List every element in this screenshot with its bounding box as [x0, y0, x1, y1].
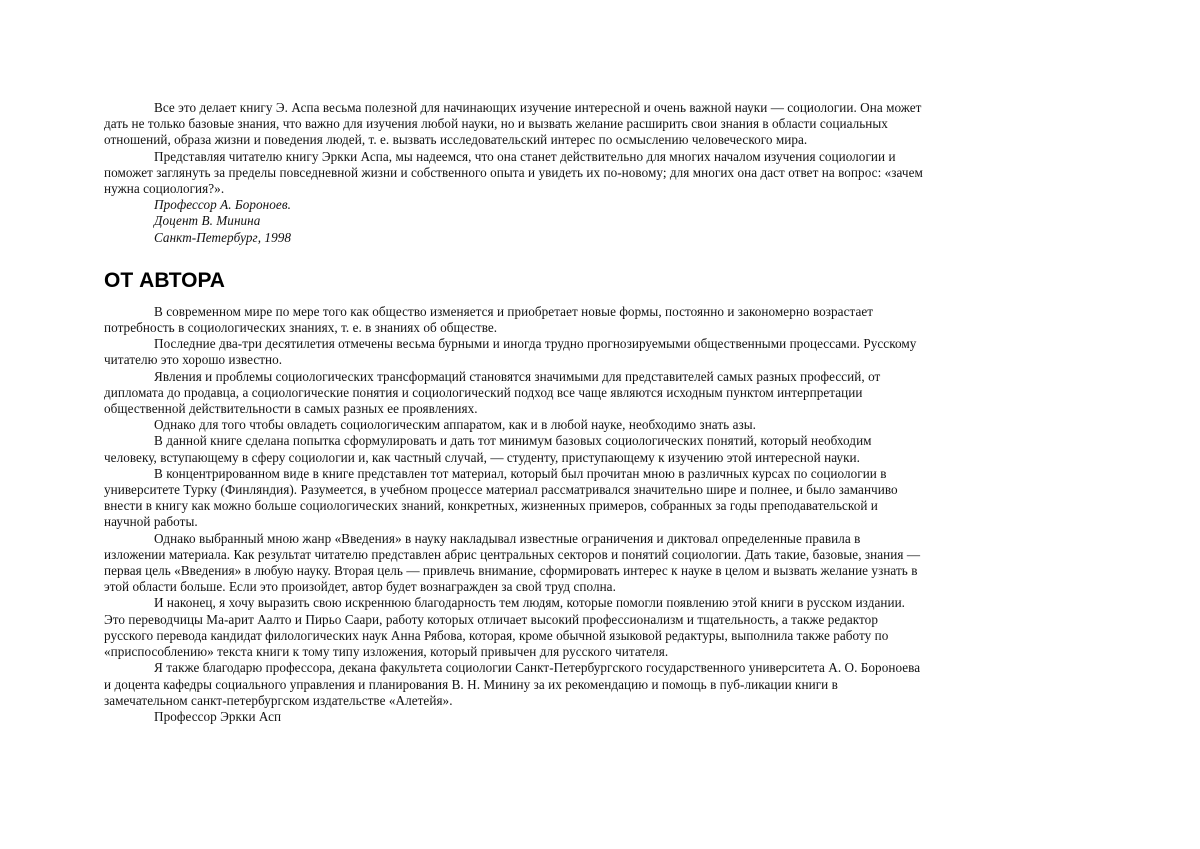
- author-signature: Профессор Эркки Асп: [154, 708, 282, 724]
- preface-paragraph: Представляя читателю книгу Эркки Аспа, мы надеемся, что она станет действительно для многих началом изучения социологии и поможет заглянуть за пределы повседневной жизни и собственного опыта и увидеть их по-новому; для многих она даст ответ на вопрос: «зачем нужна социология?».: [104, 148, 923, 197]
- author-paragraph: Однако для того чтобы овладеть социологическим аппаратом, как и в любой науке, необходимо знать азы.: [154, 417, 757, 433]
- preface-signature-line: Профессор А. Бороноев.: [154, 197, 291, 213]
- author-paragraph: Однако выбранный мною жанр «Введения» в науку накладывал известные ограничения и диктовал определенные правила в изложении материала. Как результат читателю представлен абрис центральных секторов и понятий социологии. Дать такие, базовые, знания — первая цель «Введения» в любую науку. Вторая цель — привлечь внимание, сформировать интерес к науке в целом и вызвать желание узнать в этой области больше. Если это произойдет, автор будет вознагражден за свой труд сполна.: [104, 530, 921, 595]
- preface-signature-place-date: Санкт-Петербург, 1998: [154, 229, 292, 245]
- author-paragraph: И наконец, я хочу выразить свою искреннюю благодарность тем людям, которые помогли появлению этой книги в русском издании. Это переводчицы Ма-арит Аалто и Пирьо Саари, работу которых отличает высокий профессионализм и тщательность, а также редактор русского перевода кандидат филологических наук Анна Рябова, которая, кроме обычной языковой редактуры, выполнила также работу по «приспособлению» текста книги к тому типу изложения, который привычен для русского читателя.: [104, 595, 906, 660]
- author-paragraph: В данной книге сделана попытка сформулировать и дать тот минимум базовых социологических понятий, который необходим человеку, вступающему в сферу социологии и, как частный случай, — студенту, приступающему к изучению этой интересной науки.: [104, 433, 872, 465]
- section-heading: ОТ АВТОРА: [104, 268, 225, 292]
- document-page: [104, 100, 924, 725]
- author-paragraph: Последние два-три десятилетия отмечены весьма бурными и иногда трудно прогнозируемыми общественными процессами. Русскому читателю это хорошо известно.: [104, 336, 917, 368]
- author-paragraph: В концентрированном виде в книге представлен тот материал, который был прочитан мною в различных курсах по социологии в университете Турку (Финляндия). Разумеется, в учебном процессе материал рассматривался значительно шире и полнее, и было заманчиво внести в книгу как можно больше социологических знаний, конкретных, жизненных примеров, собранных за годы преподавательской и научной работы.: [104, 465, 898, 530]
- preface-signature-line: Доцент В. Минина: [154, 213, 261, 229]
- author-paragraph: Я также благодарю профессора, декана факультета социологии Санкт-Петербургского государственного университета А. О. Бороноева и доцента кафедры социального управления и планирования В. Н. Минину за их рекомендацию и помощь в пуб-ликации книги в замечательном санкт-петербургском издательстве «Алетейя».: [104, 660, 921, 708]
- author-paragraph: Явления и проблемы социологических трансформаций становятся значимыми для представителей самых разных профессий, от дипломата до продавца, а социологические понятия и социологический подход все чаще являются исходным пунктом интерпретации общественной действительности в самых разных ее проявлениях.: [104, 368, 881, 417]
- preface-paragraph: Все это делает книгу Э. Аспа весьма полезной для начинающих изучение интересной и очень важной науки — социологии. Она может дать не только базовые знания, что важно для изучения любой науки, но и вызвать желание расширить свои знания в области социальных отношений, образа жизни и поведения людей, т. е. вызвать исследовательский интерес по осмыслению человеческого мира.: [104, 100, 922, 148]
- author-paragraph: В современном мире по мере того как общество изменяется и приобретает новые формы, постоянно и закономерно возрастает потребность в социологических знаниях, т. е. в знаниях об обществе.: [104, 303, 874, 336]
